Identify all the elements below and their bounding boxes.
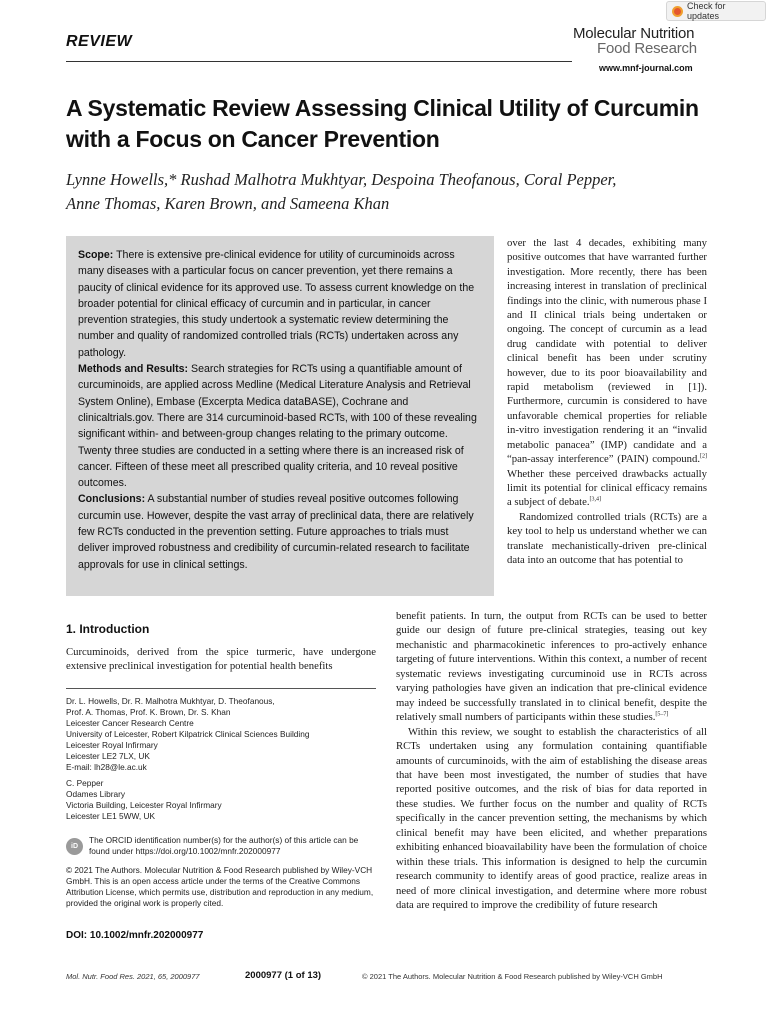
orcid-note <box>66 835 378 857</box>
affiliations <box>66 696 376 822</box>
affil-email[interactable]: E-mail: lh28@le.ac.uk <box>66 762 147 772</box>
affil-line: C. Pepper <box>66 778 104 788</box>
body-paragraph: Within this review, we sought to establish the characteristics of all RCTs undertaken using any formulation containing quantifiable amounts of curcuminoids, with the aim of establishing the disease areas that have been most investigated, the number of studies that have reported positive outcomes, and the risk of bias for data reported in these studies. We further focus on the number and quality of RCTs specifically in the cancer prevention setting, the mechanisms by which clinical benefit may have been elicited, and whether preparations exhibiting enhanced bioavailability have been the formulation of choice within these trials. This information is designed to help the curcumin research community to identify areas of good practice, realize areas in need of more clinical investigation, and determine where more robust data are required to improve the credibility of future research <box>396 725 707 912</box>
section-heading-introduction: 1. Introduction <box>66 622 150 636</box>
article-title: A Systematic Review Assessing Clinical Utility of Curcumin with a Focus on Cancer Prevention <box>66 95 699 152</box>
section-label: REVIEW <box>66 33 133 50</box>
orcid-icon: iD <box>66 838 83 855</box>
body-text-continued <box>396 609 707 913</box>
body-paragraph: over the last 4 decades, exhibiting many positive outcomes that have warranted further investigation. More recently, there has been increasing interest in translation of preclinical findings into the clinic, with numerous phase I and II clinical trials being undertaken or ongoing. The concept of curcumin as a lead drug candidate with potential to deliver clinical benefit has been under scrutiny however, due to its poor bioavailability and rapid metabolism (reviewed in [1]). Furthermore, curcumin is considered to have unfavorable chemical properties for reliable in-vitro investigation rendering it an “invalid metabolic panacea” (IMP) candidate and a “pan-assay interference” (PAIN) compound.[2] Whether these perceived drawbacks actually limit its potential for clinical efficacy remains a subject of debate.[3,4] <box>507 237 707 509</box>
orcid-text[interactable]: The ORCID identification number(s) for the author(s) of this article can be found under https://doi.org/10.1002/mnfr.202000977 <box>89 835 359 856</box>
scope-label: Scope: <box>78 249 114 261</box>
affil-line: Leicester Cancer Research Centre <box>66 718 194 728</box>
authors-line-2: Anne Thomas, Karen Brown, and Sameena Khan <box>66 194 390 213</box>
methods-label: Methods and Results: <box>78 363 189 376</box>
author-list <box>66 168 726 216</box>
journal-name-line1: Molecular Nutrition <box>573 25 695 42</box>
journal-name-line2: Food Research <box>597 40 697 57</box>
affil-line: Victoria Building, Leicester Royal Infirmary <box>66 800 222 810</box>
journal-url[interactable]: www.mnf-journal.com <box>599 63 693 73</box>
affil-line: Leicester LE1 5WW, UK <box>66 811 155 821</box>
affil-line: Leicester Royal Infirmary <box>66 740 158 750</box>
right-column-text <box>507 236 707 567</box>
body-paragraph: benefit patients. In turn, the output from RCTs can be used to better guide our design of future pre-clinical strategies, teasing out key mechanistic and pharmacokinetic inferences to pro-actively enhance targeting of future interventions. Within this context, a number of recent systematic reviews investigating curcuminoid use in RCTs across varying pathologies have given an indication that pre-clinical evidence may indeed be successfully translated in to clinical benefit, despite the relatively small numbers of participants within these studies.[5–7] <box>396 610 707 724</box>
scope-text: There is extensive pre-clinical evidence for utility of curcuminoids across many diseases with a particular focus on cancer prevention, yet there remains a paucity of clinical evidence for its approved use. To assess current knowledge on the broader potential for clinical efficacy of curcumin and in particular, in cancer prevention strategies, this study undertook a systematic review determining the number and quality of randomized controlled trials (RCTs) undertaken across any pathology. <box>78 249 475 359</box>
abstract-conclusions <box>78 491 482 572</box>
affil-line: Leicester LE2 7LX, UK <box>66 751 150 761</box>
affil-line: Odames Library <box>66 789 126 799</box>
crossmark-icon <box>672 6 683 17</box>
conclusions-label: Conclusions: <box>78 493 146 506</box>
footer-page-number: 2000977 (1 of 13) <box>245 970 322 981</box>
footnote-divider <box>66 688 376 689</box>
authors-line-1: Lynne Howells,* Rushad Malhotra Mukhtyar, Despoina Theofanous, Coral Pepper, <box>66 170 617 189</box>
abstract-methods <box>78 361 482 491</box>
abstract-box <box>66 236 494 596</box>
license-text: © 2021 The Authors. Molecular Nutrition & Food Research published by Wiley-VCH GmbH. This is an open access article under the terms of the Creative Commons Attribution License, which permits use, distribution and reproduction in any medium, provided the original work is properly cited. <box>66 865 374 908</box>
introduction-paragraph: Curcuminoids, derived from the spice turmeric, have undergone extensive preclinical investigation for potential health benefits <box>66 646 376 673</box>
methods-text: Search strategies for RCTs using a quantifiable amount of curcuminoids, are applied across Medline (Medical Literature Analysis and Retrieval System Online), Embase (Excerpta Medica dataBASE), Cochrane and clinicaltrials.gov. There are 314 curcuminoid-based RCTs, with 100 of these revealing significant within- and between-group changes relating to the primary outcome. Twenty three studies are conducted in a setting where there is an increased risk of cancer. Fifteen of these meet all prescribed quality criteria, and 10 reveal positive outcomes. <box>78 363 477 490</box>
check-for-updates-button[interactable] <box>666 1 766 21</box>
citation-ref[interactable]: [2] <box>700 453 707 460</box>
affil-line: Prof. A. Thomas, Prof. K. Brown, Dr. S. Khan <box>66 707 231 717</box>
journal-logo <box>573 25 707 57</box>
doi-link[interactable]: DOI: 10.1002/mnfr.202000977 <box>66 930 204 941</box>
affil-line: Dr. L. Howells, Dr. R. Malhotra Mukhtyar, D. Theofanous, <box>66 696 275 706</box>
citation-ref[interactable]: [3,4] <box>589 496 601 503</box>
footer-copyright: © 2021 The Authors. Molecular Nutrition & Food Research published by Wiley-VCH GmbH <box>362 972 663 981</box>
abstract-scope <box>78 247 482 361</box>
header-divider <box>66 61 572 62</box>
affil-line: University of Leicester, Robert Kilpatrick Clinical Sciences Building <box>66 729 310 739</box>
conclusions-text: A substantial number of studies reveal positive outcomes following curcumin use. However, despite the vast array of preclinical data, there are relatively few RCTs conducted in the prevention setting. Future approaches to trials must deliver improved robustness and credibility of curcumin-related research to facilitate approvals for use in clinical settings. <box>78 493 474 571</box>
body-paragraph: Randomized controlled trials (RCTs) are a key tool to help us understand whether we can translate mechanistically-driven pre-clinical data into an outcome that has potential to <box>507 510 707 566</box>
footer-citation: Mol. Nutr. Food Res. 2021, 65, 2000977 <box>66 972 200 981</box>
citation-ref[interactable]: [5–7] <box>655 711 669 718</box>
check-for-updates-label: Check for updates <box>687 1 726 21</box>
